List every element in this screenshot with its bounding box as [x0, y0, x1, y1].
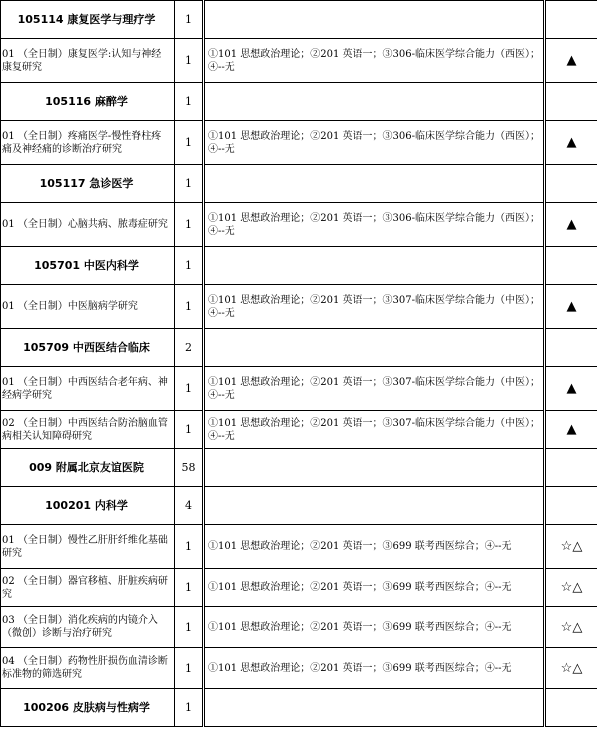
remark-symbol: ☆△ — [545, 569, 597, 607]
research-direction: 01 （全日制）中医脑病学研究 — [1, 285, 175, 329]
exam-subjects: ①101 思想政治理论；②201 英语一；③306-临床医学综合能力（西医）；④--无 — [204, 121, 545, 165]
enrollment-count: 1 — [175, 247, 204, 285]
direction-row — [1, 607, 597, 648]
exam-subjects — [204, 329, 545, 367]
remark-symbol: ☆△ — [545, 525, 597, 569]
exam-subjects: ①101 思想政治理论；②201 英语一；③307-临床医学综合能力（中医）；④--无 — [204, 285, 545, 329]
research-direction: 01 （全日制）康复医学:认知与神经康复研究 — [1, 39, 175, 83]
direction-row — [1, 121, 597, 165]
remark-symbol: ▲ — [545, 285, 597, 329]
direction-row — [1, 648, 597, 689]
research-direction: 01 （全日制）疼痛医学-慢性脊柱疼痛及神经痛的诊断治疗研究 — [1, 121, 175, 165]
major-header-row — [1, 165, 597, 203]
enrollment-count: 1 — [175, 203, 204, 247]
exam-subjects — [204, 165, 545, 203]
major-header-row — [1, 247, 597, 285]
exam-subjects — [204, 449, 545, 487]
major-header-row — [1, 1, 597, 39]
remark-symbol: ▲ — [545, 411, 597, 449]
direction-row — [1, 411, 597, 449]
direction-row — [1, 367, 597, 411]
exam-subjects — [204, 487, 545, 525]
remark-symbol — [545, 329, 597, 367]
enrollment-count: 1 — [175, 1, 204, 39]
enrollment-count: 1 — [175, 121, 204, 165]
major-name: 105117 急诊医学 — [1, 165, 175, 203]
enrollment-count: 1 — [175, 411, 204, 449]
enrollment-count: 58 — [175, 449, 204, 487]
exam-subjects: ①101 思想政治理论；②201 英语一；③699 联考西医综合；④--无 — [204, 569, 545, 607]
enrollment-count: 1 — [175, 39, 204, 83]
remark-symbol: ☆△ — [545, 607, 597, 648]
remark-symbol — [545, 449, 597, 487]
major-header-row — [1, 83, 597, 121]
enrollment-count: 1 — [175, 648, 204, 689]
exam-subjects: ①101 思想政治理论；②201 英语一；③699 联考西医综合；④--无 — [204, 648, 545, 689]
major-header-row — [1, 449, 597, 487]
remark-symbol: ▲ — [545, 203, 597, 247]
major-name: 105116 麻醉学 — [1, 83, 175, 121]
enrollment-count: 1 — [175, 689, 204, 727]
remark-symbol — [545, 247, 597, 285]
major-name: 105701 中医内科学 — [1, 247, 175, 285]
exam-subjects: ①101 思想政治理论；②201 英语一；③307-临床医学综合能力（中医）；④--无 — [204, 367, 545, 411]
research-direction: 02 （全日制）器官移植、肝脏疾病研究 — [1, 569, 175, 607]
enrollment-count: 1 — [175, 607, 204, 648]
major-header-row — [1, 329, 597, 367]
exam-subjects: ①101 思想政治理论；②201 英语一；③307-临床医学综合能力（中医）；④--无 — [204, 411, 545, 449]
enrollment-count: 1 — [175, 367, 204, 411]
exam-subjects: ①101 思想政治理论；②201 英语一；③306-临床医学综合能力（西医）；④--无 — [204, 39, 545, 83]
major-header-row — [1, 689, 597, 727]
exam-subjects: ①101 思想政治理论；②201 英语一；③699 联考西医综合；④--无 — [204, 607, 545, 648]
major-name: 105709 中西医结合临床 — [1, 329, 175, 367]
remark-symbol — [545, 165, 597, 203]
direction-row — [1, 285, 597, 329]
remark-symbol: ▲ — [545, 39, 597, 83]
direction-row — [1, 39, 597, 83]
major-header-row — [1, 487, 597, 525]
exam-subjects — [204, 1, 545, 39]
remark-symbol: ▲ — [545, 121, 597, 165]
exam-subjects — [204, 247, 545, 285]
remark-symbol — [545, 1, 597, 39]
major-name: 009 附属北京友谊医院 — [1, 449, 175, 487]
research-direction: 03 （全日制）消化疾病的内镜介入（微创）诊断与治疗研究 — [1, 607, 175, 648]
remark-symbol: ☆△ — [545, 648, 597, 689]
direction-row — [1, 525, 597, 569]
remark-symbol: ▲ — [545, 367, 597, 411]
exam-subjects — [204, 83, 545, 121]
enrollment-count: 1 — [175, 525, 204, 569]
remark-symbol — [545, 83, 597, 121]
exam-subjects: ①101 思想政治理论；②201 英语一；③306-临床医学综合能力（西医）；④--无 — [204, 203, 545, 247]
enrollment-count: 1 — [175, 569, 204, 607]
major-name: 100206 皮肤病与性病学 — [1, 689, 175, 727]
enrollment-count: 2 — [175, 329, 204, 367]
direction-row — [1, 203, 597, 247]
remark-symbol — [545, 689, 597, 727]
exam-subjects — [204, 689, 545, 727]
research-direction: 04 （全日制）药物性肝损伤血清诊断标准物的筛选研究 — [1, 648, 175, 689]
enrollment-count: 1 — [175, 285, 204, 329]
direction-row — [1, 569, 597, 607]
remark-symbol — [545, 487, 597, 525]
enrollment-count: 4 — [175, 487, 204, 525]
enrollment-count: 1 — [175, 83, 204, 121]
major-name: 100201 内科学 — [1, 487, 175, 525]
research-direction: 02 （全日制）中西医结合防治脑血管病相关认知障碍研究 — [1, 411, 175, 449]
research-direction: 01 （全日制）中西医结合老年病、神经病学研究 — [1, 367, 175, 411]
research-direction: 01 （全日制）心脑共病、脓毒症研究 — [1, 203, 175, 247]
research-direction: 01 （全日制）慢性乙肝肝纤维化基础研究 — [1, 525, 175, 569]
enrollment-count: 1 — [175, 165, 204, 203]
major-name: 105114 康复医学与理疗学 — [1, 1, 175, 39]
exam-subjects: ①101 思想政治理论；②201 英语一；③699 联考西医综合；④--无 — [204, 525, 545, 569]
